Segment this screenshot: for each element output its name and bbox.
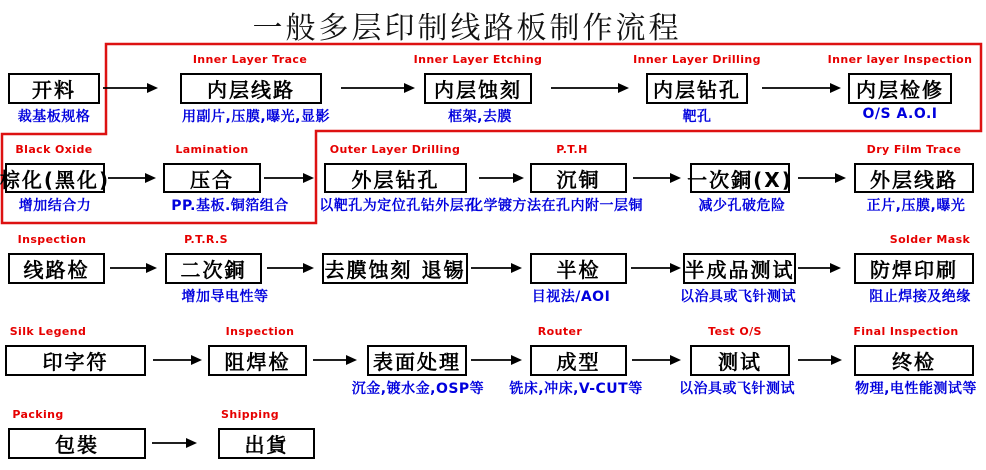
- process-box-title: 线路检: [23, 258, 90, 282]
- process-step-label-en: Inspection: [17, 233, 87, 246]
- process-box: [854, 253, 974, 284]
- process-box: [530, 163, 627, 193]
- process-box: [208, 345, 307, 376]
- process-step-desc: 阻止焊接及绝缘: [869, 289, 971, 305]
- process-box: [530, 253, 627, 284]
- process-box-title: 出貨: [244, 433, 289, 457]
- process-box-title: 阻焊检: [224, 350, 291, 374]
- process-step-label-en: Black Oxide: [15, 143, 93, 156]
- flow-arrow-head: [670, 355, 681, 365]
- flow-arrow-head: [145, 173, 156, 183]
- process-box-title: 内层钻孔: [653, 78, 741, 102]
- process-box-title: 内层检修: [856, 78, 944, 102]
- process-step-label-en: Final Inspection: [853, 325, 959, 338]
- process-step-desc: 正片,压膜,曝光: [866, 198, 966, 214]
- process-box-title: 内层蚀刻: [434, 78, 522, 102]
- process-box-title: 去膜蚀刻 退锡: [324, 258, 466, 282]
- process-step-desc: 以靶孔为定位孔钻外层孔: [319, 198, 479, 214]
- page-title: 一般多层印制线路板制作流程: [252, 11, 682, 46]
- flow-arrow-head: [835, 173, 846, 183]
- flow-arrow-head: [191, 355, 202, 365]
- process-box: [163, 163, 261, 193]
- flow-arrow-head: [147, 83, 158, 93]
- process-step-label-en: Router: [537, 325, 583, 338]
- process-box: [5, 345, 146, 376]
- process-box-title: 半检: [556, 258, 601, 282]
- process-step-desc: O/S A.O.I: [862, 106, 938, 122]
- process-box: [367, 345, 467, 376]
- process-step-label-en: Shipping: [221, 408, 279, 421]
- flow-arrow-head: [186, 438, 197, 448]
- process-step-label-en: Inspection: [225, 325, 295, 338]
- process-box: [8, 428, 146, 459]
- flow-arrow-head: [303, 263, 314, 273]
- process-step-label-en: P.T.R.S: [184, 233, 228, 246]
- flow-arrow-head: [146, 263, 157, 273]
- process-box-title: 终检: [892, 350, 936, 374]
- process-step-desc: 沉金,镀水金,OSP等: [351, 381, 485, 397]
- process-step-desc: 裁基板规格: [17, 109, 91, 125]
- flow-arrow-head: [303, 173, 314, 183]
- flow-arrow-head: [830, 263, 841, 273]
- process-box: [218, 428, 315, 459]
- flow-arrow-head: [670, 173, 681, 183]
- process-box-title: 一次銅(X): [687, 167, 793, 192]
- process-step-desc: 化学镀方法在孔内附一层铜: [469, 198, 643, 214]
- process-box-title: 防焊印刷: [870, 258, 958, 282]
- process-box-title: 压合: [190, 167, 234, 192]
- process-box: [683, 253, 796, 284]
- process-step-label-en: Solder Mask: [889, 233, 971, 246]
- process-box-title: 二次銅: [180, 258, 247, 282]
- flow-arrow-head: [511, 355, 522, 365]
- process-box-title: 外层线路: [870, 167, 958, 192]
- process-box-title: 内层线路: [207, 78, 295, 102]
- process-box: [322, 253, 468, 284]
- process-step-label-en: Outer Layer Drilling: [329, 143, 461, 156]
- process-box: [324, 163, 467, 193]
- flow-arrow-head: [404, 83, 415, 93]
- process-box-title: 成型: [556, 350, 601, 374]
- process-step-desc: 目视法/AOI: [531, 289, 611, 305]
- process-box: [687, 163, 793, 193]
- process-box-title: 半成品测试: [684, 258, 795, 282]
- process-step-desc: PP.基板.铜箔组合: [171, 198, 289, 214]
- flow-arrow-head: [513, 173, 524, 183]
- process-box: [854, 163, 974, 193]
- process-box-title: 棕化(黑化): [0, 167, 111, 192]
- flow-arrow-head: [511, 263, 522, 273]
- process-step-desc: 框架,去膜: [448, 109, 512, 125]
- process-step-label-en: Inner Layer Etching: [413, 53, 543, 66]
- process-step-desc: 用副片,压膜,曝光,显影: [182, 109, 330, 125]
- process-box: [165, 253, 262, 284]
- process-step-desc: 减少孔破危险: [698, 198, 786, 214]
- process-box: [848, 73, 952, 104]
- process-step-label-en: Packing: [12, 408, 64, 421]
- process-box-title: 包裝: [55, 433, 99, 457]
- process-box-title: 开料: [32, 78, 76, 102]
- process-step-label-en: Inner Layer Trace: [192, 53, 308, 66]
- process-box: [530, 345, 627, 376]
- flow-arrow-head: [831, 355, 842, 365]
- process-step-desc: 增加导电性等: [181, 289, 269, 305]
- process-box-title: 印字符: [42, 350, 109, 374]
- flow-arrow-head: [346, 355, 357, 365]
- process-step-desc: 物理,电性能测试等: [855, 381, 977, 397]
- process-box-title: 表面处理: [373, 350, 461, 374]
- process-box-title: 沉铜: [556, 167, 601, 192]
- process-step-label-en: Dry Film Trace: [866, 143, 962, 156]
- process-box-title: 外层钻孔: [351, 167, 440, 192]
- process-box: [424, 73, 532, 104]
- process-step-desc: 以治具或飞针测试: [680, 289, 796, 305]
- process-step-label-en: Silk Legend: [9, 325, 87, 338]
- process-step-label-en: Inner Layer Drilling: [633, 53, 761, 66]
- flow-arrow-head: [830, 83, 841, 93]
- process-box: [0, 163, 111, 193]
- process-step-desc: 以治具或飞针测试: [679, 381, 795, 397]
- flow-arrow-head: [618, 83, 629, 93]
- process-step-label-en: Lamination: [175, 143, 249, 156]
- process-step-label-en: P.T.H: [556, 143, 588, 156]
- process-box: [180, 73, 322, 104]
- process-step-label-en: Test O/S: [708, 325, 762, 338]
- process-step-desc: 增加结合力: [18, 198, 92, 214]
- process-box: [854, 345, 974, 376]
- process-step-label-en: Inner layer Inspection: [827, 53, 973, 66]
- process-box: [690, 345, 790, 376]
- process-box: [8, 73, 100, 104]
- process-step-desc: 靶孔: [682, 109, 712, 125]
- flow-arrow-head: [670, 263, 681, 273]
- process-box: [8, 253, 105, 284]
- process-box: [646, 73, 748, 104]
- process-step-desc: 铣床,冲床,V-CUT等: [509, 381, 643, 397]
- process-box-title: 测试: [718, 350, 762, 374]
